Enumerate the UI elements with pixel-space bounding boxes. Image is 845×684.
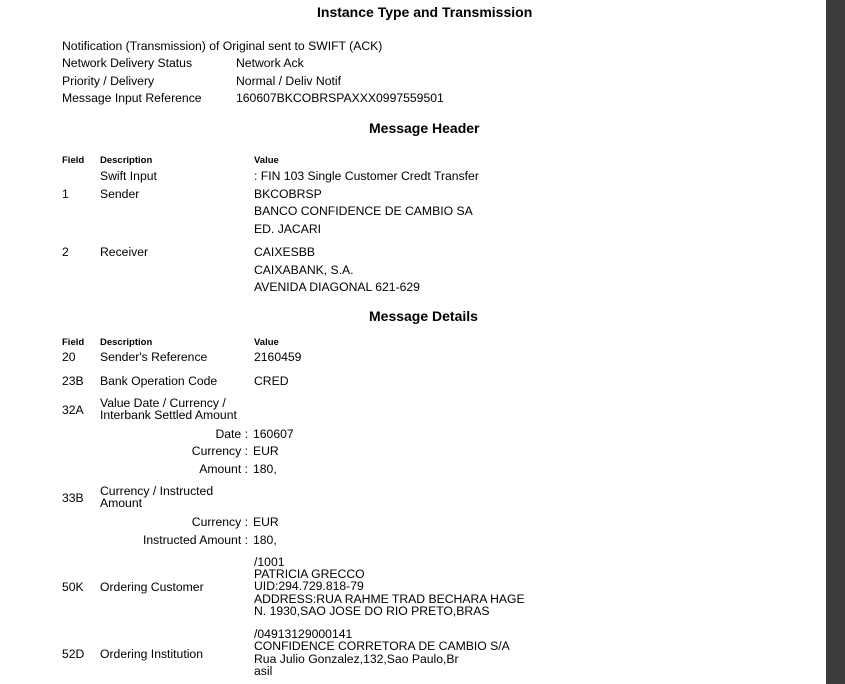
field-52d-label: Ordering Institution bbox=[100, 647, 203, 661]
field-52d-line-2: CONFIDENCE CORRETORA DE CAMBIO S/A bbox=[254, 639, 510, 653]
network-delivery-status-label: Network Delivery Status bbox=[62, 56, 193, 70]
details-col-field: Field bbox=[62, 337, 85, 348]
field-33b-amount-label: Instructed Amount : bbox=[142, 533, 248, 547]
details-col-value: Value bbox=[254, 337, 279, 348]
field-32a-date-label: Date : bbox=[215, 427, 248, 441]
field-32a-date-value: 160607 bbox=[253, 427, 294, 441]
receiver-bic: CAIXESBB bbox=[254, 245, 315, 259]
field-33b-label-line1: Currency / Instructed bbox=[100, 484, 214, 498]
network-delivery-status-value: Network Ack bbox=[236, 56, 304, 70]
field-33b-label-line2: Amount bbox=[100, 496, 143, 510]
message-details-title: Message Details bbox=[369, 308, 478, 324]
field-23b-label: Bank Operation Code bbox=[100, 374, 218, 388]
field-50k-line-5: N. 1930,SAO JOSE DO RIO PRETO,BRAS bbox=[254, 604, 490, 618]
message-input-reference-label: Message Input Reference bbox=[62, 91, 202, 105]
field-32a-tag: 32A bbox=[62, 403, 84, 417]
field-52d-line-3: Rua Julio Gonzalez,132,Sao Paulo,Br bbox=[254, 652, 459, 666]
field-33b-currency-value: EUR bbox=[253, 515, 279, 529]
field-23b-value: CRED bbox=[254, 374, 289, 388]
details-col-description: Description bbox=[100, 337, 153, 348]
field-20-tag: 20 bbox=[62, 350, 76, 364]
field-20-label: Sender's Reference bbox=[100, 350, 208, 364]
field-50k-line-1: /1001 bbox=[254, 555, 285, 569]
receiver-name: CAIXABANK, S.A. bbox=[254, 263, 354, 277]
field-52d-line-4: asil bbox=[254, 664, 273, 678]
field-32a-label-line2: Interbank Settled Amount bbox=[100, 408, 237, 422]
priority-delivery-label: Priority / Delivery bbox=[62, 74, 155, 88]
message-header-title: Message Header bbox=[369, 120, 480, 136]
viewer-background-edge bbox=[826, 0, 845, 684]
field-33b-currency-label: Currency : bbox=[191, 515, 248, 529]
header-col-field: Field bbox=[62, 155, 85, 166]
header-col-description: Description bbox=[100, 155, 153, 166]
field-50k-label: Ordering Customer bbox=[100, 580, 204, 594]
field-32a-amount-value: 180, bbox=[253, 462, 277, 476]
field-33b-tag: 33B bbox=[62, 491, 84, 505]
receiver-address: AVENIDA DIAGONAL 621-629 bbox=[254, 280, 420, 294]
instance-title: Instance Type and Transmission bbox=[317, 4, 533, 20]
notification-text: Notification (Transmission) of Original sent to SWIFT (ACK) bbox=[62, 39, 383, 53]
swift-input-value: : FIN 103 Single Customer Credt Transfer bbox=[254, 169, 479, 183]
sender-address: ED. JACARI bbox=[254, 222, 322, 236]
sender-label: Sender bbox=[100, 187, 140, 201]
field-32a-amount-label: Amount : bbox=[199, 462, 248, 476]
field-50k-line-2: PATRICIA GRECCO bbox=[254, 567, 365, 581]
field-33b-amount-value: 180, bbox=[253, 533, 277, 547]
field-32a-currency-value: EUR bbox=[253, 444, 279, 458]
field-50k-line-4: ADDRESS:RUA RAHME TRAD BECHARA HAGE bbox=[254, 592, 525, 606]
receiver-field: 2 bbox=[62, 245, 69, 259]
sender-field: 1 bbox=[62, 187, 69, 201]
field-32a-label-line1: Value Date / Currency / bbox=[100, 396, 226, 410]
message-input-reference-value: 160607BKCOBRSPAXXX0997559501 bbox=[236, 91, 444, 105]
priority-delivery-value: Normal / Deliv Notif bbox=[236, 74, 341, 88]
field-52d-line-1: /04913129000141 bbox=[254, 627, 353, 641]
field-32a-currency-label: Currency : bbox=[191, 444, 248, 458]
field-50k-tag: 50K bbox=[62, 580, 84, 594]
field-52d-tag: 52D bbox=[62, 647, 85, 661]
sender-bic: BKCOBRSP bbox=[254, 187, 322, 201]
receiver-label: Receiver bbox=[100, 245, 149, 259]
header-col-value: Value bbox=[254, 155, 279, 166]
field-23b-tag: 23B bbox=[62, 374, 84, 388]
sender-name: BANCO CONFIDENCE DE CAMBIO SA bbox=[254, 204, 473, 218]
swift-input-label: Swift Input bbox=[100, 169, 157, 183]
field-20-value: 2160459 bbox=[254, 350, 302, 364]
field-50k-line-3: UID:294.729.818-79 bbox=[254, 579, 364, 593]
